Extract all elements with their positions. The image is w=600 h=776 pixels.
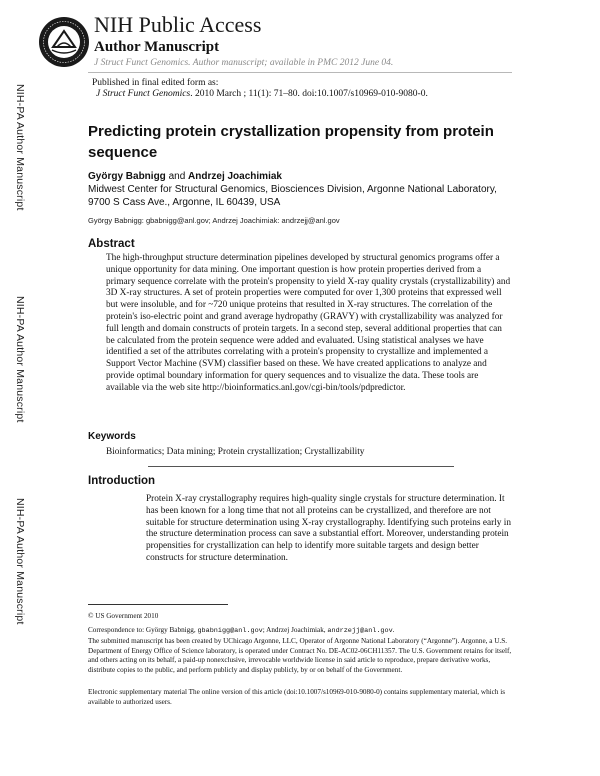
author-manuscript-label: Author Manuscript bbox=[94, 39, 220, 55]
nih-public-access-title: NIH Public Access bbox=[94, 12, 262, 37]
side-label-manuscript: NIH-PA Author Manuscript bbox=[14, 84, 26, 211]
header-divider bbox=[88, 72, 512, 73]
citation bbox=[96, 88, 428, 100]
nih-seal-icon bbox=[38, 14, 90, 70]
correspondence-prefix: Correspondence to: György Babnigg, bbox=[88, 626, 198, 634]
section-divider bbox=[148, 466, 454, 467]
author-name: Andrzej Joachimiak bbox=[188, 171, 282, 182]
author-emails: György Babnigg: gbabnigg@anl.gov; Andrzej Joachimiak: andrzejj@anl.gov bbox=[88, 216, 340, 225]
correspondence-note bbox=[88, 626, 516, 637]
abstract-heading: Abstract bbox=[88, 238, 135, 250]
supplementary-note: Electronic supplementary material The online version of this article (doi:10.1007/s10969-010-9080-0) contains supplementary material, which is available to authorized users. bbox=[88, 688, 506, 706]
correspondence-email[interactable]: andrzejj@anl.gov bbox=[327, 627, 393, 635]
article-title: Predicting protein crystallization propensity from protein sequence bbox=[88, 123, 494, 161]
introduction-heading: Introduction bbox=[88, 475, 156, 487]
citation-journal: J Struct Funct Genomics bbox=[96, 89, 191, 99]
side-label-manuscript: NIH-PA Author Manuscript bbox=[14, 296, 26, 423]
author-conjunction: and bbox=[165, 171, 189, 182]
published-label: Published in final edited form as: bbox=[92, 78, 219, 88]
citation-details: . 2010 March ; 11(1): 71–80. doi:10.1007/s10969-010-9080-0. bbox=[190, 89, 428, 99]
correspondence-middle: ; Andrzej Joachimiak, bbox=[262, 626, 328, 634]
abstract-text: The high-throughput structure determination pipelines developed by structural genomics programs offer a unique opportunity for data mining. One important question is how protein properties derived from a primary sequence correlate with the protein's propensity to yield X-ray quality crystals (crystallizability) and 3D X-ray structures. A set of protein properties were computed for over 1,300 proteins that expressed well but were insoluble, and for ~720 unique proteins that resulted in X-ray structures. The correlation of the protein's iso-electric point and grand average hydropathy (GRAVY) with crystallizability was analyzed for full length and domain constructs of protein targets. In a second step, several additional properties that can be calculated from the protein sequence were added and evaluated. Using statistical analyses we have identified a set of the attributes correlating with a protein's propensity to crystallize and implemented a Support Vector Machine (SVM) classifier based on these. We have created applications to analyze and provide optimal boundary information for query sequences and to visualize the data. These tools are available via the web site http://bioinformatics.anl.gov/cgi-bin/tools/pdpredictor. bbox=[106, 253, 511, 393]
side-label-manuscript: NIH-PA Author Manuscript bbox=[14, 498, 26, 625]
correspondence-email[interactable]: gbabnigg@anl.gov bbox=[197, 627, 263, 635]
author-list bbox=[88, 170, 282, 183]
availability-line: J Struct Funct Genomics. Author manuscript; available in PMC 2012 June 04. bbox=[94, 58, 394, 68]
manuscript-note: The submitted manuscript has been created by UChicago Argonne, LLC, Operator of Argonne National Laboratory (“Argonne”). Argonne, a U.S. Department of Energy Office of Science laboratory, is operated under Contract No. DE-AC02-06CH11357. The U.S. Government retains for itself, and others acting on its behalf, a paid-up nonexclusive, irrevocable worldwide license in said article to reproduce, prepare derivative works, distribute copies to the public, and perform publicly and display publicly, by or on behalf of the Government. bbox=[88, 637, 512, 674]
keywords-heading: Keywords bbox=[88, 431, 136, 442]
correspondence-end: . bbox=[392, 626, 395, 634]
nih-seal-logo bbox=[38, 14, 90, 70]
footnote-divider bbox=[88, 604, 228, 605]
author-name: György Babnigg bbox=[88, 171, 166, 182]
affiliation: Midwest Center for Structural Genomics, Biosciences Division, Argonne National Laboratory, 9700 S Cass Ave., Argonne, IL 60439, USA bbox=[88, 184, 497, 208]
introduction-text: Protein X-ray crystallography requires high-quality single crystals for structure determination. It has been known for a long time that not all proteins can be crystallized, and therefore are not suitable for structure determination using X-ray crystallography. Identifying such proteins early in the structure determination process can save a substantial effort. Moreover, understanding protein propensities for crystallization can help to identify more suitable targets and design better constructs for structure determination. bbox=[146, 494, 511, 563]
copyright-note: © US Government 2010 bbox=[88, 612, 159, 620]
keywords-text: Bioinformatics; Data mining; Protein crystallization; Crystallizability bbox=[106, 447, 365, 457]
